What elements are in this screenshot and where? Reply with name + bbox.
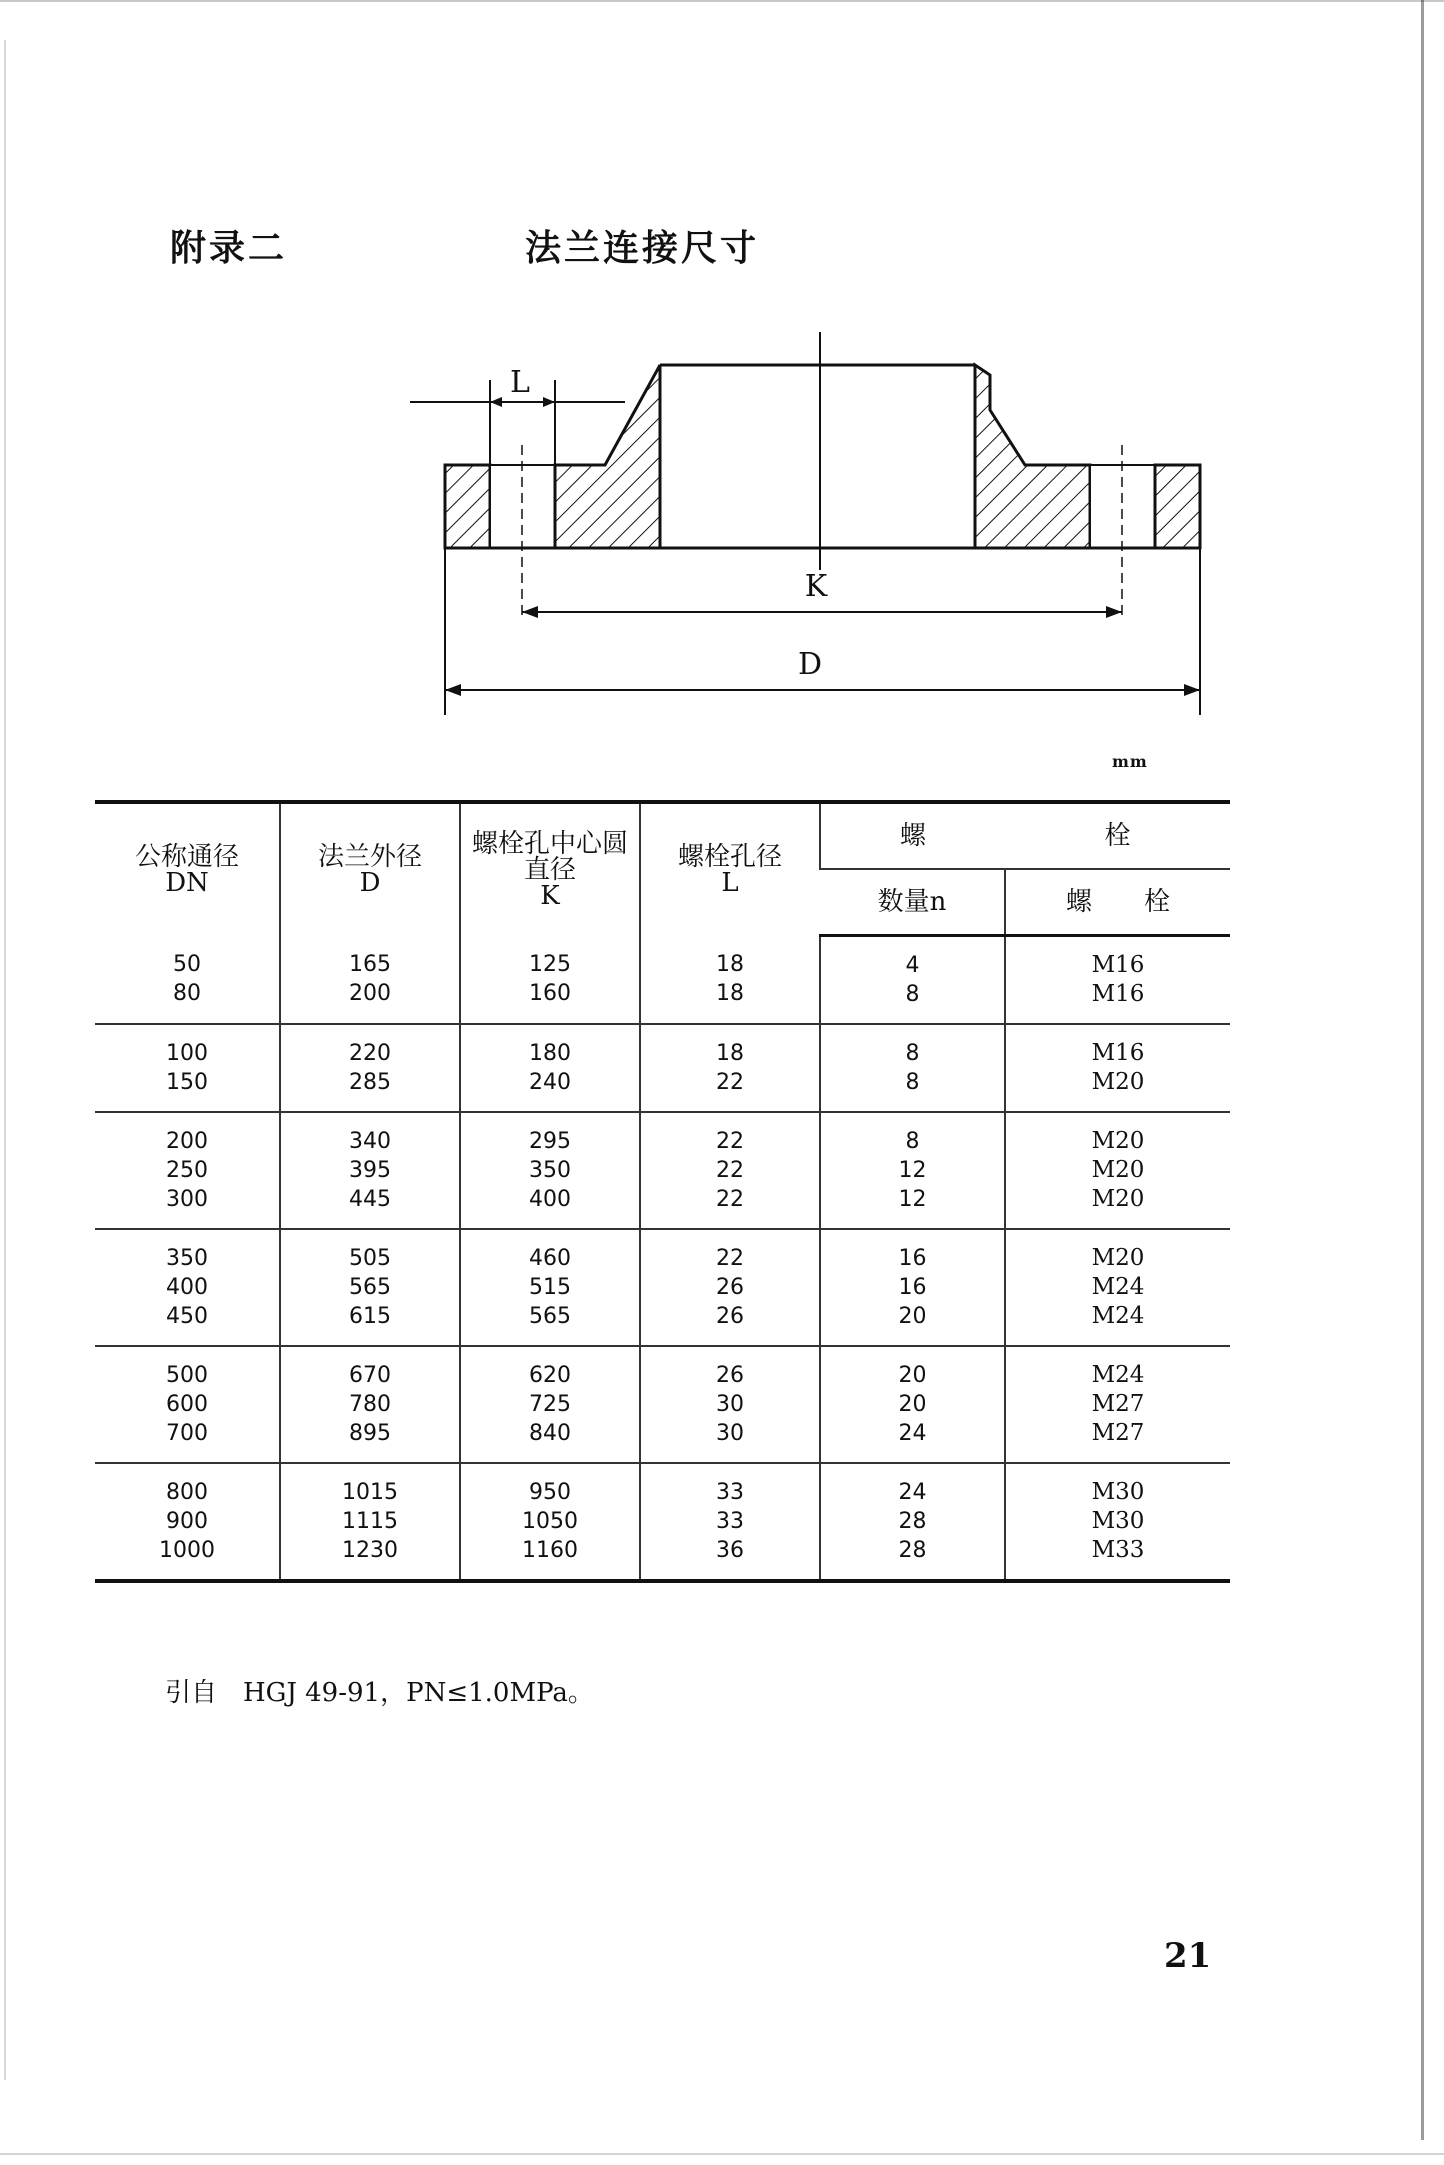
value-n: 24 — [898, 1480, 927, 1505]
value-k: 515 — [529, 1275, 571, 1300]
value-bolt: M20 — [1091, 1128, 1145, 1154]
value-dn: 600 — [166, 1392, 208, 1417]
cell-dn — [95, 1463, 280, 1581]
value-d: 1230 — [342, 1538, 398, 1563]
value-dn: 200 — [166, 1129, 208, 1154]
table-row — [95, 1229, 1230, 1346]
cell-l — [640, 1024, 820, 1112]
appendix-label: 附录二 — [170, 227, 288, 269]
flange-hub-right — [975, 365, 1090, 548]
value-k: 180 — [529, 1041, 571, 1066]
header-bolt-group-left: 螺 — [820, 802, 1005, 869]
header-bolt-count: 数量n — [820, 869, 1005, 936]
value-n: 20 — [898, 1304, 927, 1329]
scan-edge-left — [4, 40, 6, 2080]
value-dn: 150 — [166, 1070, 208, 1095]
cell-l — [640, 1229, 820, 1346]
cell-dn — [95, 1024, 280, 1112]
value-dn: 800 — [166, 1480, 208, 1505]
value-bolt: M27 — [1091, 1391, 1145, 1417]
cell-d — [280, 1346, 460, 1463]
value-n: 8 — [905, 1041, 920, 1066]
value-bolt: M24 — [1091, 1362, 1145, 1388]
value-n: 28 — [898, 1509, 927, 1534]
cell-l — [640, 1112, 820, 1229]
value-n: 16 — [898, 1275, 927, 1300]
scan-edge-top — [0, 0, 1444, 2]
header-dn-symbol: DN — [165, 867, 209, 898]
cell-d — [280, 1229, 460, 1346]
value-bolt: M20 — [1091, 1157, 1145, 1183]
cell-k — [460, 1463, 640, 1581]
value-dn: 50 — [173, 952, 201, 978]
value-d: 895 — [349, 1421, 391, 1446]
flange-dimension-table — [95, 800, 1230, 1583]
value-k: 400 — [529, 1187, 571, 1212]
flange-ring-left-outer — [445, 465, 490, 548]
value-n: 28 — [898, 1538, 927, 1563]
header-flange-outer-diameter — [280, 802, 460, 936]
value-dn: 350 — [166, 1246, 208, 1271]
value-l: 33 — [716, 1480, 744, 1505]
value-l: 22 — [716, 1070, 744, 1095]
scan-edge-bottom — [0, 2153, 1444, 2155]
value-dn: 300 — [166, 1187, 208, 1212]
value-bolt: M16 — [1091, 1040, 1145, 1066]
cell-l — [640, 936, 820, 1025]
flange-cross-section-diagram — [400, 320, 1220, 730]
value-d: 200 — [349, 981, 391, 1007]
cell-n — [820, 1112, 1005, 1229]
flange-ring-right-outer — [1155, 465, 1200, 548]
value-l: 18 — [716, 952, 744, 978]
cell-bolt — [1005, 1024, 1230, 1112]
value-d: 1015 — [342, 1480, 398, 1505]
value-k: 565 — [529, 1304, 571, 1329]
value-dn: 500 — [166, 1363, 208, 1388]
flange-hub-left — [555, 365, 660, 548]
value-k: 950 — [529, 1480, 571, 1505]
table-row — [95, 1346, 1230, 1463]
value-bolt: M30 — [1091, 1479, 1145, 1505]
header-k-symbol: K — [540, 880, 560, 911]
value-d: 220 — [349, 1041, 391, 1066]
value-dn: 450 — [166, 1304, 208, 1329]
scan-edge-right — [1421, 0, 1424, 2140]
value-dn: 80 — [173, 981, 201, 1007]
value-bolt: M27 — [1091, 1420, 1145, 1446]
value-n: 20 — [898, 1363, 927, 1388]
value-k: 1050 — [522, 1509, 578, 1534]
cell-n — [820, 1024, 1005, 1112]
value-dn: 900 — [166, 1509, 208, 1534]
value-bolt: M30 — [1091, 1508, 1145, 1534]
value-k: 125 — [529, 952, 571, 978]
value-k: 840 — [529, 1421, 571, 1446]
value-l: 22 — [716, 1129, 744, 1154]
value-d: 340 — [349, 1129, 391, 1154]
table-row — [95, 1463, 1230, 1581]
value-d: 165 — [349, 952, 391, 978]
value-d: 670 — [349, 1363, 391, 1388]
value-d: 505 — [349, 1246, 391, 1271]
header-bolt-hole-diameter — [640, 802, 820, 936]
unit-label: mm — [1112, 752, 1148, 771]
value-d: 445 — [349, 1187, 391, 1212]
cell-k — [460, 936, 640, 1025]
header-d-label: 法兰外径 — [317, 841, 422, 872]
value-bolt: M20 — [1091, 1069, 1145, 1095]
value-bolt: M24 — [1091, 1303, 1145, 1329]
value-dn: 100 — [166, 1041, 208, 1066]
header-d-symbol: D — [359, 867, 381, 898]
value-k: 1160 — [522, 1538, 578, 1563]
cell-l — [640, 1346, 820, 1463]
cell-k — [460, 1346, 640, 1463]
value-n: 12 — [898, 1158, 927, 1183]
value-d: 395 — [349, 1158, 391, 1183]
table-body — [95, 936, 1230, 1582]
header-l-symbol: L — [721, 867, 739, 898]
source-footnote: 引自 HGJ 49-91，PN≤1.0MPa。 — [165, 1678, 594, 1708]
cell-n — [820, 936, 1005, 1025]
cell-k — [460, 1229, 640, 1346]
value-k: 160 — [529, 981, 571, 1007]
cell-k — [460, 1024, 640, 1112]
value-l: 26 — [716, 1275, 744, 1300]
value-k: 620 — [529, 1363, 571, 1388]
table-row — [95, 1112, 1230, 1229]
cell-bolt — [1005, 1229, 1230, 1346]
cell-dn — [95, 936, 280, 1025]
value-k: 460 — [529, 1246, 571, 1271]
dim-label-D: D — [797, 647, 823, 682]
value-d: 780 — [349, 1392, 391, 1417]
header-dn-label: 公称通径 — [134, 841, 239, 872]
value-bolt: M20 — [1091, 1186, 1145, 1212]
value-dn: 400 — [166, 1275, 208, 1300]
value-dn: 250 — [166, 1158, 208, 1183]
cell-bolt — [1005, 1463, 1230, 1581]
value-l: 22 — [716, 1246, 744, 1271]
value-d: 285 — [349, 1070, 391, 1095]
cell-bolt — [1005, 1112, 1230, 1229]
value-l: 33 — [716, 1509, 744, 1534]
value-dn: 1000 — [159, 1538, 215, 1563]
page-number: 21 — [1164, 1936, 1212, 1976]
cell-d — [280, 1024, 460, 1112]
cell-n — [820, 1463, 1005, 1581]
cell-dn — [95, 1346, 280, 1463]
value-n: 16 — [898, 1246, 927, 1271]
value-bolt: M24 — [1091, 1274, 1145, 1300]
value-n: 24 — [898, 1421, 927, 1446]
value-bolt: M16 — [1091, 981, 1145, 1007]
value-d: 565 — [349, 1275, 391, 1300]
value-l: 22 — [716, 1187, 744, 1212]
value-n: 4 — [905, 953, 920, 978]
page-title: 法兰连接尺寸 — [525, 227, 760, 269]
table-row — [95, 936, 1230, 1025]
cell-k — [460, 1112, 640, 1229]
value-k: 240 — [529, 1070, 571, 1095]
dim-label-L: L — [510, 365, 530, 400]
cell-n — [820, 1346, 1005, 1463]
cell-dn — [95, 1229, 280, 1346]
value-n: 12 — [898, 1187, 927, 1212]
value-l: 36 — [716, 1538, 744, 1563]
value-n: 8 — [905, 982, 920, 1007]
value-d: 1115 — [342, 1509, 398, 1534]
dim-label-K: K — [804, 569, 828, 604]
header-bolt-group-right: 栓 — [1005, 802, 1230, 869]
value-k: 350 — [529, 1158, 571, 1183]
value-l: 26 — [716, 1304, 744, 1329]
value-l: 22 — [716, 1158, 744, 1183]
value-d: 615 — [349, 1304, 391, 1329]
value-l: 30 — [716, 1421, 744, 1446]
header-l-label: 螺栓孔径 — [677, 841, 782, 872]
header-k-label: 螺栓孔中心圆直径 — [471, 828, 628, 885]
cell-bolt — [1005, 1346, 1230, 1463]
value-l: 26 — [716, 1363, 744, 1388]
header-bolt-circle-diameter — [460, 802, 640, 936]
header-nominal-diameter — [95, 802, 280, 936]
header-bolt-spec: 螺 栓 — [1005, 869, 1230, 936]
cell-bolt — [1005, 936, 1230, 1025]
value-n: 8 — [905, 1129, 920, 1154]
value-bolt: M16 — [1091, 952, 1145, 978]
value-k: 725 — [529, 1392, 571, 1417]
cell-n — [820, 1229, 1005, 1346]
cell-dn — [95, 1112, 280, 1229]
value-l: 30 — [716, 1392, 744, 1417]
value-bolt: M33 — [1091, 1537, 1145, 1563]
cell-d — [280, 1112, 460, 1229]
value-bolt: M20 — [1091, 1245, 1145, 1271]
value-l: 18 — [716, 981, 744, 1007]
cell-d — [280, 936, 460, 1025]
table-row — [95, 1024, 1230, 1112]
value-dn: 700 — [166, 1421, 208, 1446]
cell-d — [280, 1463, 460, 1581]
value-l: 18 — [716, 1041, 744, 1066]
value-n: 20 — [898, 1392, 927, 1417]
value-k: 295 — [529, 1129, 571, 1154]
cell-l — [640, 1463, 820, 1581]
value-n: 8 — [905, 1070, 920, 1095]
